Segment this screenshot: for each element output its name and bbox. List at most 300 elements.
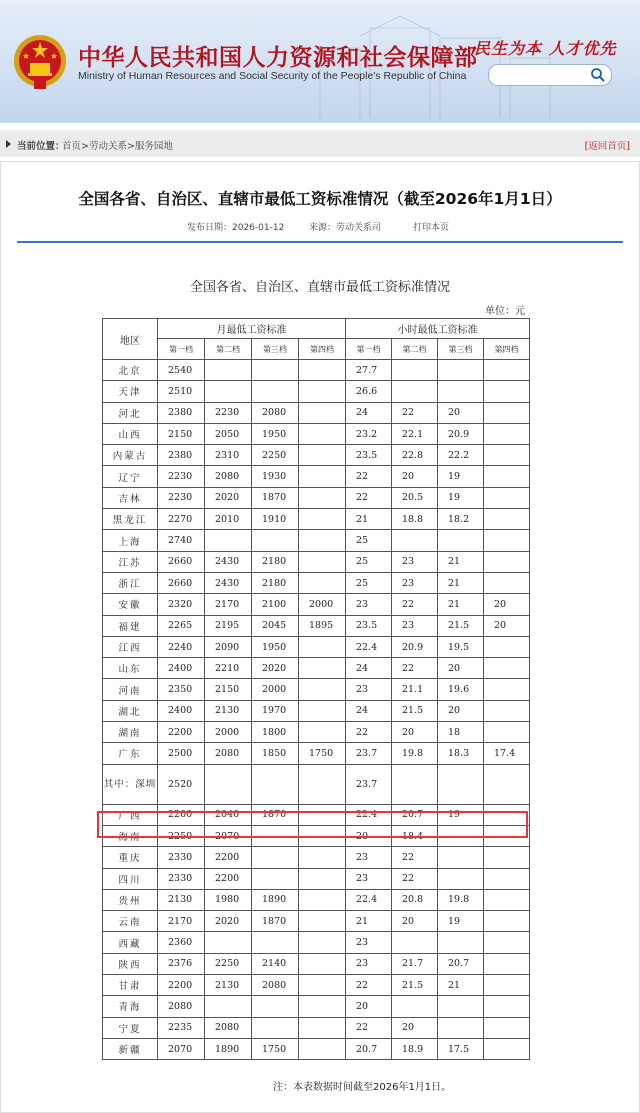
monthly-wage-cell bbox=[205, 764, 252, 804]
monthly-wage-cell bbox=[299, 381, 346, 402]
hourly-wage-cell: 20 bbox=[392, 1017, 438, 1038]
hourly-wage-cell: 22 bbox=[346, 975, 392, 996]
table-row bbox=[103, 487, 530, 508]
monthly-wage-cell: 2230 bbox=[158, 487, 205, 508]
monthly-wage-cell bbox=[252, 1017, 299, 1038]
slogan: 民生为本 人才优先 bbox=[474, 39, 617, 58]
region-cell: 黑龙江 bbox=[103, 509, 158, 530]
hourly-wage-cell: 22 bbox=[392, 868, 438, 889]
monthly-wage-cell: 2020 bbox=[252, 658, 299, 679]
hourly-wage-cell bbox=[484, 360, 530, 381]
monthly-wage-cell bbox=[252, 932, 299, 953]
hourly-wage-cell: 23.5 bbox=[346, 445, 392, 466]
region-cell: 甘肃 bbox=[103, 975, 158, 996]
table-title: 全国各省、自治区、直辖市最低工资标准情况 bbox=[189, 280, 450, 295]
region-cell: 北京 bbox=[103, 360, 158, 381]
monthly-wage-cell: 2100 bbox=[252, 594, 299, 615]
table-row bbox=[103, 996, 530, 1017]
region-cell: 四川 bbox=[103, 868, 158, 889]
monthly-wage-cell: 2235 bbox=[158, 1017, 205, 1038]
hourly-wage-cell bbox=[438, 996, 484, 1017]
monthly-wage-cell: 2020 bbox=[205, 487, 252, 508]
hourly-wage-cell: 23.7 bbox=[346, 764, 392, 804]
monthly-wage-cell: 2380 bbox=[158, 402, 205, 423]
hourly-wage-cell: 23.5 bbox=[346, 615, 392, 636]
monthly-wage-cell: 1950 bbox=[252, 636, 299, 657]
hourly-wage-cell bbox=[484, 679, 530, 700]
region-cell: 辽宁 bbox=[103, 466, 158, 487]
hourly-wage-cell: 25 bbox=[346, 551, 392, 572]
table-row bbox=[103, 360, 530, 381]
monthly-wage-cell: 2180 bbox=[252, 551, 299, 572]
tier-header: 第一档 bbox=[158, 339, 205, 360]
hourly-wage-cell: 22 bbox=[392, 402, 438, 423]
table-row bbox=[103, 953, 530, 974]
monthly-wage-cell: 2195 bbox=[205, 615, 252, 636]
unit-label: 单位：元 bbox=[485, 306, 525, 317]
monthly-wage-cell bbox=[299, 572, 346, 593]
hourly-wage-cell bbox=[484, 932, 530, 953]
hourly-wage-cell: 23 bbox=[392, 572, 438, 593]
hourly-wage-cell: 23.7 bbox=[346, 743, 392, 764]
monthly-wage-cell: 2130 bbox=[205, 700, 252, 721]
table-row bbox=[103, 825, 530, 846]
hourly-wage-cell bbox=[484, 825, 530, 846]
hourly-wage-cell: 23 bbox=[346, 932, 392, 953]
hourly-wage-cell: 18.9 bbox=[392, 1038, 438, 1059]
hourly-wage-cell bbox=[484, 804, 530, 825]
hourly-wage-cell: 18.4 bbox=[392, 825, 438, 846]
hourly-wage-cell: 21 bbox=[438, 572, 484, 593]
hourly-wage-cell: 21.1 bbox=[392, 679, 438, 700]
region-cell: 浙江 bbox=[103, 572, 158, 593]
monthly-wage-cell bbox=[299, 975, 346, 996]
monthly-wage-cell: 1800 bbox=[252, 722, 299, 743]
monthly-wage-cell: 2320 bbox=[158, 594, 205, 615]
tier-header: 第二档 bbox=[205, 339, 252, 360]
table-row bbox=[103, 1038, 530, 1059]
monthly-wage-cell bbox=[299, 636, 346, 657]
monthly-wage-cell bbox=[252, 381, 299, 402]
monthly-wage-cell: 2400 bbox=[158, 658, 205, 679]
hourly-wage-cell: 20 bbox=[346, 996, 392, 1017]
article-title: 全国各省、自治区、直辖市最低工资标准情况（截至2026年1月1日） bbox=[78, 190, 562, 208]
hourly-wage-cell: 21 bbox=[346, 911, 392, 932]
monthly-wage-cell: 2000 bbox=[299, 594, 346, 615]
hourly-wage-cell bbox=[484, 423, 530, 444]
hourly-wage-cell: 22 bbox=[346, 466, 392, 487]
monthly-wage-cell bbox=[252, 868, 299, 889]
region-cell: 安徽 bbox=[103, 594, 158, 615]
monthly-wage-cell: 1895 bbox=[299, 615, 346, 636]
table-row bbox=[103, 679, 530, 700]
monthly-wage-cell: 1930 bbox=[252, 466, 299, 487]
table-row bbox=[103, 700, 530, 721]
region-cell: 其中：深圳 bbox=[103, 764, 158, 804]
monthly-wage-cell: 2360 bbox=[158, 932, 205, 953]
hourly-wage-cell: 23 bbox=[392, 615, 438, 636]
minimum-wage-table bbox=[102, 318, 530, 1060]
monthly-wage-cell: 2270 bbox=[158, 509, 205, 530]
table-row bbox=[103, 743, 530, 764]
hourly-wage-cell: 23 bbox=[346, 679, 392, 700]
hourly-wage-cell bbox=[392, 381, 438, 402]
table-row bbox=[103, 911, 530, 932]
monthly-wage-cell: 2080 bbox=[252, 402, 299, 423]
region-cell: 陕西 bbox=[103, 953, 158, 974]
table-row-highlighted bbox=[103, 804, 530, 825]
hourly-wage-cell bbox=[484, 764, 530, 804]
hourly-wage-cell: 19 bbox=[438, 466, 484, 487]
hourly-wage-cell bbox=[484, 572, 530, 593]
monthly-wage-cell bbox=[299, 530, 346, 551]
hourly-wage-cell: 19.6 bbox=[438, 679, 484, 700]
monthly-wage-cell bbox=[252, 847, 299, 868]
monthly-wage-cell: 2200 bbox=[158, 804, 205, 825]
hourly-wage-cell bbox=[438, 932, 484, 953]
monthly-wage-cell: 2740 bbox=[158, 530, 205, 551]
monthly-wage-cell: 2080 bbox=[205, 466, 252, 487]
breadcrumb[interactable]: 首页>劳动关系>服务园地 bbox=[62, 141, 173, 152]
monthly-wage-cell bbox=[299, 1038, 346, 1059]
location-bar bbox=[0, 130, 640, 157]
ministry-title-en: Ministry of Human Resources and Social Security of the People's Republic of China bbox=[78, 70, 467, 82]
hourly-wage-cell bbox=[392, 932, 438, 953]
region-cell: 广西 bbox=[103, 804, 158, 825]
hourly-wage-cell: 25 bbox=[346, 530, 392, 551]
hourly-wage-cell: 24 bbox=[346, 700, 392, 721]
tier-header: 第四档 bbox=[299, 339, 346, 360]
monthly-wage-cell: 2310 bbox=[205, 445, 252, 466]
table-row bbox=[103, 889, 530, 910]
hourly-wage-cell: 23 bbox=[346, 953, 392, 974]
hourly-wage-cell bbox=[438, 868, 484, 889]
monthly-wage-cell: 2540 bbox=[158, 360, 205, 381]
monthly-wage-cell bbox=[299, 509, 346, 530]
hourly-wage-cell: 20 bbox=[484, 594, 530, 615]
region-cell: 宁夏 bbox=[103, 1017, 158, 1038]
table-row bbox=[103, 722, 530, 743]
monthly-wage-cell bbox=[205, 530, 252, 551]
print-link[interactable]: 打印本页 bbox=[413, 223, 450, 233]
title-divider bbox=[17, 241, 623, 243]
monthly-wage-cell: 2080 bbox=[205, 1017, 252, 1038]
monthly-wage-cell: 2200 bbox=[158, 975, 205, 996]
table-row bbox=[103, 868, 530, 889]
table-row bbox=[103, 847, 530, 868]
hourly-wage-cell bbox=[484, 911, 530, 932]
tier-header: 第三档 bbox=[438, 339, 484, 360]
monthly-wage-cell bbox=[299, 466, 346, 487]
monthly-wage-cell: 1910 bbox=[252, 509, 299, 530]
region-cell: 湖北 bbox=[103, 700, 158, 721]
hourly-wage-cell bbox=[484, 1038, 530, 1059]
table-row bbox=[103, 1017, 530, 1038]
monthly-wage-cell bbox=[252, 996, 299, 1017]
region-cell: 新疆 bbox=[103, 1038, 158, 1059]
table-row bbox=[103, 615, 530, 636]
monthly-wage-cell bbox=[299, 804, 346, 825]
monthly-wage-cell: 1870 bbox=[252, 911, 299, 932]
hourly-wage-cell bbox=[484, 658, 530, 679]
monthly-wage-cell: 2080 bbox=[252, 975, 299, 996]
table-row bbox=[103, 932, 530, 953]
hourly-wage-cell bbox=[438, 381, 484, 402]
monthly-wage-cell bbox=[299, 722, 346, 743]
hourly-wage-cell: 21 bbox=[438, 594, 484, 615]
hourly-wage-cell: 22 bbox=[346, 722, 392, 743]
monthly-wage-cell: 2200 bbox=[205, 847, 252, 868]
monthly-wage-cell bbox=[252, 825, 299, 846]
monthly-wage-cell bbox=[299, 932, 346, 953]
monthly-wage-cell: 1870 bbox=[252, 804, 299, 825]
monthly-wage-cell bbox=[205, 381, 252, 402]
hourly-wage-cell: 19 bbox=[438, 911, 484, 932]
hourly-wage-cell bbox=[484, 445, 530, 466]
region-cell: 云南 bbox=[103, 911, 158, 932]
monthly-wage-cell: 2200 bbox=[158, 722, 205, 743]
hourly-wage-cell: 22 bbox=[392, 847, 438, 868]
hourly-wage-cell: 18 bbox=[438, 722, 484, 743]
region-cell: 山西 bbox=[103, 423, 158, 444]
monthly-wage-cell: 2250 bbox=[205, 953, 252, 974]
monthly-wage-cell: 2050 bbox=[205, 423, 252, 444]
hourly-wage-cell: 23 bbox=[392, 551, 438, 572]
hourly-wage-cell bbox=[484, 636, 530, 657]
hourly-wage-cell: 20.7 bbox=[392, 804, 438, 825]
hourly-wage-cell bbox=[484, 530, 530, 551]
hourly-wage-cell bbox=[484, 402, 530, 423]
monthly-wage-cell: 2265 bbox=[158, 615, 205, 636]
hourly-wage-cell: 20 bbox=[392, 911, 438, 932]
table-row bbox=[103, 509, 530, 530]
hourly-wage-cell: 20 bbox=[392, 722, 438, 743]
region-cell: 江西 bbox=[103, 636, 158, 657]
hourly-wage-cell: 23 bbox=[346, 847, 392, 868]
tier-header: 第一档 bbox=[346, 339, 392, 360]
hourly-wage-cell: 18.2 bbox=[438, 509, 484, 530]
hourly-wage-cell: 19 bbox=[438, 487, 484, 508]
monthly-wage-cell: 1750 bbox=[252, 1038, 299, 1059]
hourly-wage-cell: 19 bbox=[438, 804, 484, 825]
monthly-wage-cell: 1870 bbox=[252, 487, 299, 508]
table-row bbox=[103, 594, 530, 615]
hourly-wage-cell: 19.8 bbox=[392, 743, 438, 764]
monthly-wage-cell: 2660 bbox=[158, 551, 205, 572]
hourly-wage-cell: 22 bbox=[392, 658, 438, 679]
table-row bbox=[103, 402, 530, 423]
region-cell: 广东 bbox=[103, 743, 158, 764]
monthly-wage-cell: 2010 bbox=[205, 509, 252, 530]
monthly-wage-cell: 2380 bbox=[158, 445, 205, 466]
ministry-title-cn: 中华人民共和国人力资源和社会保障部 bbox=[78, 44, 478, 71]
hourly-wage-cell bbox=[438, 1017, 484, 1038]
table-note: 注：本表数据时间截至2026年1月1日。 bbox=[273, 1082, 452, 1093]
monthly-wage-cell: 2660 bbox=[158, 572, 205, 593]
hourly-wage-cell: 22 bbox=[346, 487, 392, 508]
monthly-wage-cell bbox=[299, 889, 346, 910]
monthly-wage-cell: 1890 bbox=[205, 1038, 252, 1059]
hourly-wage-cell: 27.7 bbox=[346, 360, 392, 381]
monthly-wage-cell bbox=[299, 487, 346, 508]
location-label: 当前位置： bbox=[17, 141, 65, 152]
hourly-wage-cell: 20 bbox=[392, 466, 438, 487]
table-row bbox=[103, 636, 530, 657]
region-cell: 江苏 bbox=[103, 551, 158, 572]
hourly-wage-cell bbox=[484, 847, 530, 868]
monthly-wage-cell bbox=[205, 932, 252, 953]
hourly-wage-cell: 20.7 bbox=[438, 953, 484, 974]
table-row bbox=[103, 764, 530, 804]
hourly-wage-cell: 21.5 bbox=[438, 615, 484, 636]
monthly-wage-cell bbox=[299, 445, 346, 466]
hourly-wage-cell bbox=[484, 889, 530, 910]
hourly-wage-cell: 22.4 bbox=[346, 636, 392, 657]
hourly-wage-cell bbox=[484, 953, 530, 974]
article-source: 来源：劳动关系司 bbox=[309, 223, 382, 233]
hourly-wage-cell: 24 bbox=[346, 658, 392, 679]
monthly-wage-cell: 1890 bbox=[252, 889, 299, 910]
region-header: 地区 bbox=[103, 319, 158, 360]
hourly-wage-cell: 21 bbox=[438, 975, 484, 996]
monthly-wage-cell: 1980 bbox=[205, 889, 252, 910]
monthly-wage-cell: 2400 bbox=[158, 700, 205, 721]
hourly-wage-cell bbox=[392, 530, 438, 551]
hourly-wage-cell bbox=[392, 996, 438, 1017]
hourly-wage-cell bbox=[484, 868, 530, 889]
region-cell: 吉林 bbox=[103, 487, 158, 508]
region-cell: 青海 bbox=[103, 996, 158, 1017]
hourly-wage-cell: 20.8 bbox=[392, 889, 438, 910]
hourly-wage-cell: 20.5 bbox=[392, 487, 438, 508]
hourly-wage-cell: 22 bbox=[392, 594, 438, 615]
region-cell: 西藏 bbox=[103, 932, 158, 953]
monthly-wage-cell bbox=[299, 1017, 346, 1038]
hourly-wage-cell: 20 bbox=[438, 700, 484, 721]
monthly-wage-cell bbox=[299, 953, 346, 974]
monthly-wage-cell: 1970 bbox=[252, 700, 299, 721]
hourly-wage-cell: 17.5 bbox=[438, 1038, 484, 1059]
hourly-wage-cell: 22.4 bbox=[346, 889, 392, 910]
monthly-wage-cell: 2150 bbox=[205, 679, 252, 700]
hourly-wage-cell bbox=[438, 847, 484, 868]
region-cell: 贵州 bbox=[103, 889, 158, 910]
hourly-wage-cell bbox=[392, 360, 438, 381]
monthly-wage-cell: 2510 bbox=[158, 381, 205, 402]
hourly-wage-cell: 21.7 bbox=[392, 953, 438, 974]
hourly-wage-cell bbox=[392, 764, 438, 804]
hourly-wage-cell: 18.3 bbox=[438, 743, 484, 764]
monthly-wage-cell: 1850 bbox=[252, 743, 299, 764]
hourly-wage-cell: 22 bbox=[346, 1017, 392, 1038]
monthly-wage-cell: 2170 bbox=[205, 594, 252, 615]
monthly-wage-cell bbox=[299, 996, 346, 1017]
national-emblem-icon bbox=[12, 33, 68, 91]
monthly-wage-cell bbox=[299, 911, 346, 932]
table-row bbox=[103, 466, 530, 487]
search-input[interactable] bbox=[488, 64, 612, 86]
region-cell: 河南 bbox=[103, 679, 158, 700]
hourly-header: 小时最低工资标准 bbox=[346, 319, 530, 339]
hourly-wage-cell: 21 bbox=[346, 509, 392, 530]
table-row bbox=[103, 572, 530, 593]
table-row bbox=[103, 658, 530, 679]
hourly-wage-cell bbox=[484, 381, 530, 402]
hourly-wage-cell bbox=[484, 975, 530, 996]
monthly-wage-cell bbox=[299, 700, 346, 721]
monthly-wage-cell: 2020 bbox=[205, 911, 252, 932]
region-cell: 重庆 bbox=[103, 847, 158, 868]
monthly-wage-cell: 2240 bbox=[158, 636, 205, 657]
hourly-wage-cell: 22.4 bbox=[346, 804, 392, 825]
region-cell: 海南 bbox=[103, 825, 158, 846]
hourly-wage-cell: 20 bbox=[484, 615, 530, 636]
monthly-wage-cell bbox=[299, 402, 346, 423]
monthly-wage-cell: 2130 bbox=[205, 975, 252, 996]
monthly-wage-cell: 2170 bbox=[158, 911, 205, 932]
region-cell: 天津 bbox=[103, 381, 158, 402]
region-cell: 山东 bbox=[103, 658, 158, 679]
arrow-right-icon bbox=[6, 140, 11, 148]
hourly-wage-cell: 23 bbox=[346, 594, 392, 615]
monthly-wage-cell: 2250 bbox=[252, 445, 299, 466]
monthly-wage-cell: 2500 bbox=[158, 743, 205, 764]
monthly-wage-cell bbox=[299, 423, 346, 444]
monthly-wage-cell: 2080 bbox=[205, 743, 252, 764]
hourly-wage-cell: 20.9 bbox=[392, 636, 438, 657]
region-cell: 福建 bbox=[103, 615, 158, 636]
tier-header: 第四档 bbox=[484, 339, 530, 360]
monthly-wage-cell bbox=[205, 360, 252, 381]
monthly-wage-cell: 2000 bbox=[252, 679, 299, 700]
hourly-wage-cell: 17.4 bbox=[484, 743, 530, 764]
table-row bbox=[103, 530, 530, 551]
hourly-wage-cell bbox=[484, 509, 530, 530]
search-icon[interactable] bbox=[590, 67, 606, 83]
monthly-wage-cell bbox=[299, 825, 346, 846]
back-home-link[interactable]: [返回首页] bbox=[584, 141, 630, 152]
monthly-wage-cell: 2080 bbox=[158, 996, 205, 1017]
hourly-wage-cell: 19.8 bbox=[438, 889, 484, 910]
monthly-wage-cell: 2200 bbox=[205, 868, 252, 889]
table-row bbox=[103, 975, 530, 996]
monthly-wage-cell: 2330 bbox=[158, 847, 205, 868]
hourly-wage-cell bbox=[484, 1017, 530, 1038]
table-row bbox=[103, 551, 530, 572]
monthly-wage-cell: 2376 bbox=[158, 953, 205, 974]
hourly-wage-cell: 20 bbox=[438, 658, 484, 679]
region-cell: 河北 bbox=[103, 402, 158, 423]
table-row bbox=[103, 423, 530, 444]
publish-date: 发布日期：2026-01-12 bbox=[187, 223, 285, 233]
monthly-wage-cell bbox=[252, 764, 299, 804]
monthly-wage-cell: 2150 bbox=[158, 423, 205, 444]
hourly-wage-cell: 18.8 bbox=[392, 509, 438, 530]
hourly-wage-cell bbox=[484, 722, 530, 743]
hourly-wage-cell bbox=[438, 764, 484, 804]
hourly-wage-cell: 22.2 bbox=[438, 445, 484, 466]
hourly-wage-cell: 22.1 bbox=[392, 423, 438, 444]
monthly-wage-cell: 2430 bbox=[205, 572, 252, 593]
tier-header: 第二档 bbox=[392, 339, 438, 360]
hourly-wage-cell: 21.5 bbox=[392, 700, 438, 721]
region-cell: 内蒙古 bbox=[103, 445, 158, 466]
monthly-wage-cell: 2130 bbox=[158, 889, 205, 910]
hourly-wage-cell: 21.5 bbox=[392, 975, 438, 996]
monthly-wage-cell bbox=[252, 530, 299, 551]
table-row bbox=[103, 381, 530, 402]
monthly-wage-cell: 1950 bbox=[252, 423, 299, 444]
